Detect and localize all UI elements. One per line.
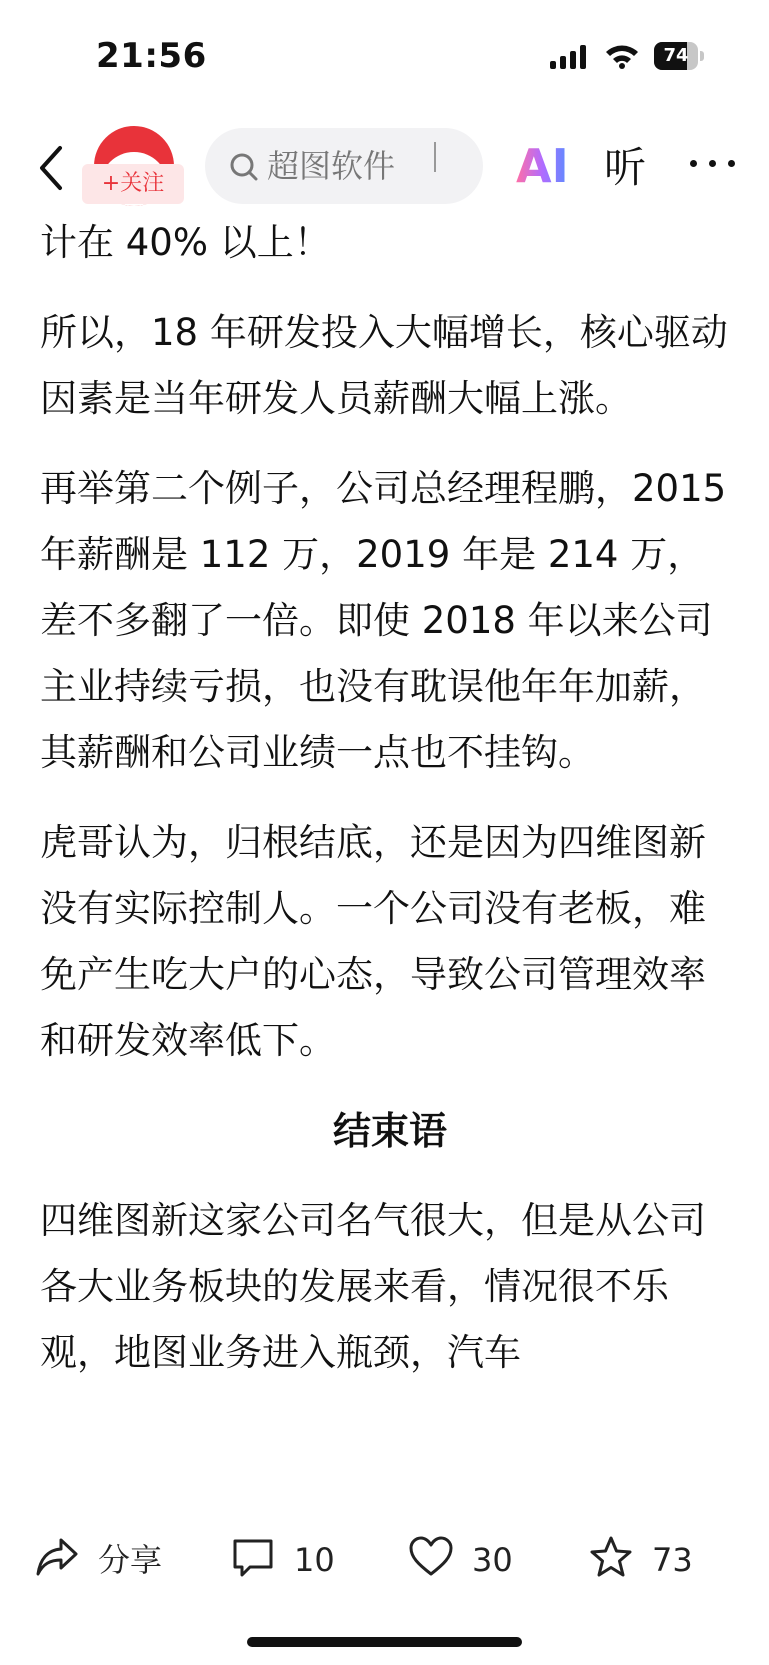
status-time: 21:56	[96, 36, 207, 76]
search-icon	[229, 152, 259, 182]
nav-bar	[0, 118, 769, 218]
share-label: 分享	[98, 1541, 163, 1579]
heart-icon	[408, 1534, 454, 1580]
section-heading: 结束语	[332, 1109, 447, 1153]
article-paragraph: 再举第二个例子，公司总经理程鹏，2015 年薪酬是 112 万，2019 年是 214 万，差不多翻了一倍。即使 2018 年以来公司主业持续亏损，也没有耽误他年年加薪，其薪酬和公司业绩一点也不挂钩。	[40, 467, 727, 774]
battery-level: 74	[663, 45, 689, 66]
home-indicator	[247, 1637, 522, 1647]
battery-icon	[654, 42, 704, 70]
favorite-count: 73	[652, 1541, 693, 1579]
article-body	[40, 210, 740, 1500]
ai-button[interactable]: AI	[516, 139, 569, 193]
status-bar	[0, 0, 769, 110]
favorite-button[interactable]	[588, 1520, 708, 1600]
search-placeholder: 超图软件	[267, 147, 396, 185]
cellular-signal-icon	[550, 45, 588, 69]
like-button[interactable]	[408, 1520, 528, 1600]
share-icon	[34, 1534, 80, 1580]
article-paragraph: 虎哥认为，归根结底，还是因为四维图新没有实际控制人。一个公司没有老板，难免产生吃大户的心态，导致公司管理效率和研发效率低下。	[40, 821, 706, 1062]
comment-icon	[230, 1534, 276, 1580]
wifi-icon	[604, 43, 640, 69]
search-box[interactable]	[205, 128, 483, 204]
comment-count: 10	[294, 1541, 335, 1579]
article-paragraph: 计在 40% 以上！	[40, 221, 331, 264]
article-paragraph: 四维图新这家公司名气很大，但是从公司各大业务板块的发展来看，情况很不乐观，地图业务进入瓶颈，汽车	[40, 1199, 706, 1374]
article-paragraph: 所以，18 年研发投入大幅增长，核心驱动因素是当年研发人员薪酬大幅上涨。	[40, 311, 728, 420]
search-caret	[434, 142, 436, 172]
bottom-action-bar	[0, 1520, 769, 1600]
back-arrow-icon[interactable]	[34, 140, 74, 196]
comment-button[interactable]	[230, 1520, 350, 1600]
share-button[interactable]	[34, 1520, 174, 1600]
listen-button[interactable]: 听	[604, 143, 647, 192]
star-icon	[588, 1534, 634, 1580]
follow-button[interactable]: +关注	[82, 164, 184, 204]
like-count: 30	[472, 1541, 513, 1579]
more-icon[interactable]	[688, 148, 738, 178]
